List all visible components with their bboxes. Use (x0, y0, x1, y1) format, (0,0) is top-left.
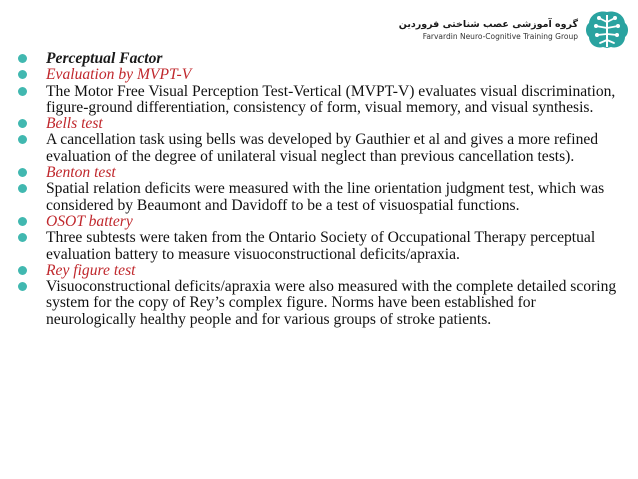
bullet-text: Three subtests were taken from the Ontario Society of Occupational Therapy perceptual evaluation battery to measure visuoconstructional deficits/apraxia. (46, 229, 596, 263)
bullet-dot-icon (18, 168, 27, 177)
bullet-dot-icon (18, 233, 27, 242)
bullet-dot-icon (18, 87, 27, 96)
bullet-dot-icon (18, 70, 27, 79)
bullet-dot-icon (18, 217, 27, 226)
bullet-item-mvpt-v-desc (14, 84, 626, 117)
bullet-dot-icon (18, 54, 27, 63)
brain-tree-icon (584, 8, 630, 52)
bullet-text: The Motor Free Visual Perception Test-Vertical (MVPT-V) evaluates visual discrimination, figure-ground differentiation, consistency of form, visual memory, and visual synthesis. (46, 82, 616, 116)
bullet-text: Spatial relation deficits were measured with the line orientation judgment test, which was considered by Beaumont and Davidoff to be a test of visuospatial functions. (46, 180, 605, 214)
bullet-item-mvpt-v (14, 67, 626, 83)
bullet-item-benton-test-desc (14, 181, 626, 214)
logo (399, 8, 630, 52)
bullet-text: Bells test (46, 115, 103, 133)
bullet-text: Evaluation by MVPT-V (46, 66, 192, 84)
logo-persian-text: گروه آموزشی عصب شناختی فروردین (398, 19, 578, 30)
logo-text (399, 18, 578, 42)
logo-english-text: Farvardin Neuro-Cognitive Training Group (422, 32, 578, 41)
bullet-item-rey-figure-test-desc (14, 279, 626, 328)
bullet-text: Perceptual Factor (46, 50, 163, 67)
bullet-item-rey-figure-test (14, 263, 626, 279)
bullet-item-osot-battery-desc (14, 230, 626, 263)
bullet-dot-icon (18, 282, 27, 291)
bullet-list (14, 51, 626, 328)
bullet-dot-icon (18, 135, 27, 144)
bullet-dot-icon (18, 184, 27, 193)
bullet-item-benton-test (14, 165, 626, 181)
bullet-item-osot-battery (14, 214, 626, 230)
bullet-text: OSOT battery (46, 212, 133, 230)
bullet-dot-icon (18, 266, 27, 275)
bullet-text: Benton test (46, 164, 116, 182)
bullet-text: Rey figure test (46, 261, 136, 279)
bullet-item-bells-test (14, 116, 626, 132)
bullet-item-bells-test-desc (14, 132, 626, 165)
bullet-text: Visuoconstructional deficits/apraxia were also measured with the complete detailed scoring system for the copy of Rey’s complex figure. Norms have been established for neurologically healthy people and for various groups of stroke patients. (46, 278, 617, 328)
bullet-dot-icon (18, 119, 27, 128)
bullet-item-perceptual-factor (14, 51, 626, 67)
bullet-text: A cancellation task using bells was developed by Gauthier et al and gives a more refined evaluation of the degree of unilateral visual neglect than previous cancellation tests). (46, 131, 599, 165)
